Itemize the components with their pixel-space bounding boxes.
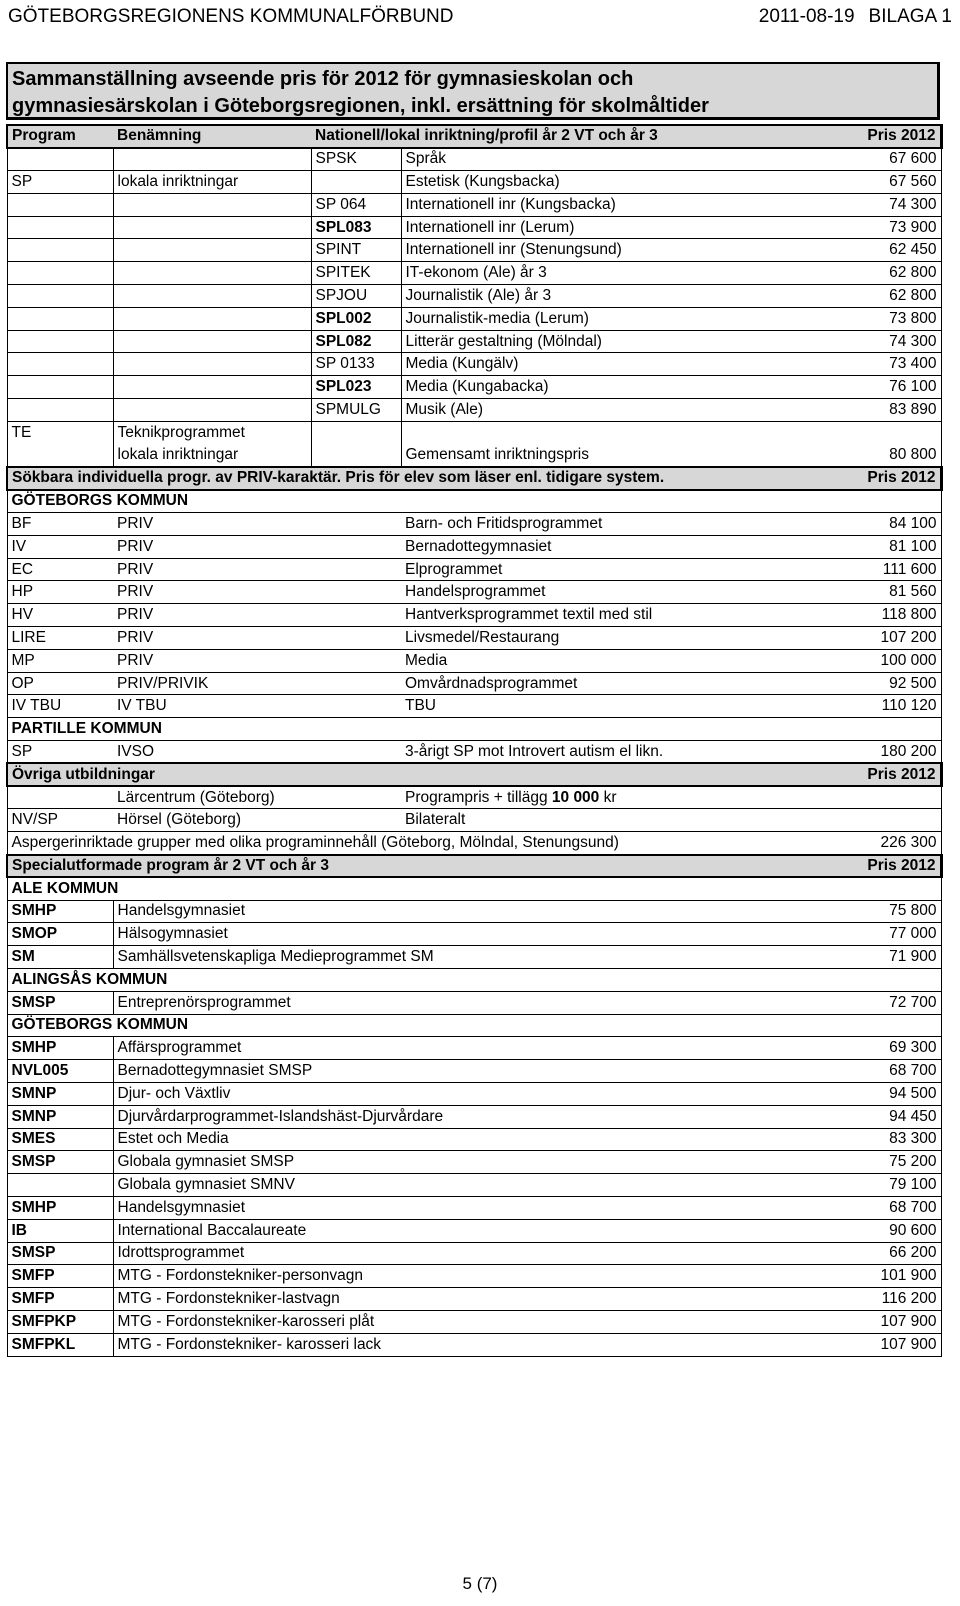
row-program: SMFP (7, 1288, 113, 1311)
table-row (7, 1242, 941, 1265)
table-row (7, 1082, 941, 1105)
municipality-row (7, 968, 941, 991)
row-desc: IT-ekonom (Ale) år 3 (401, 262, 825, 285)
row-name: PRIV (113, 604, 311, 627)
municipality-heading: ALE KOMMUN (7, 877, 941, 900)
row-program: IB (7, 1219, 113, 1242)
row-program: SP (7, 171, 113, 194)
row-price: 62 450 (825, 239, 941, 262)
cell (311, 444, 401, 467)
document-title (6, 62, 940, 120)
row-desc: Journalistik-media (Lerum) (401, 307, 825, 330)
table-row (7, 695, 941, 718)
row-name: Samhällsvetenskapliga Medieprogrammet SM (113, 946, 825, 969)
table-row (7, 513, 941, 536)
row-desc: TBU (401, 695, 825, 718)
row-price: 62 800 (825, 262, 941, 285)
row-name: MTG - Fordonstekniker-karosseri plåt (113, 1310, 825, 1333)
row-price: 79 100 (825, 1174, 941, 1197)
row-program: SMOP (7, 923, 113, 946)
cell (7, 193, 113, 216)
cell (113, 330, 311, 353)
row-price: 62 800 (825, 285, 941, 308)
row-code: SPINT (311, 239, 401, 262)
desc-amount: 10 000 (551, 788, 600, 806)
row-desc: Bilateralt (401, 809, 825, 832)
municipality-row (7, 718, 941, 741)
row-price: 68 700 (825, 1196, 941, 1219)
table-row (7, 1105, 941, 1128)
cell (113, 399, 311, 422)
cell (113, 353, 311, 376)
municipality-heading: GÖTEBORGS KOMMUN (7, 1014, 941, 1037)
row-name: Teknikprogrammet (113, 421, 311, 444)
row-program (7, 1174, 113, 1197)
row-desc: Musik (Ale) (401, 399, 825, 422)
table-row (7, 330, 941, 353)
row-price: 116 200 (825, 1288, 941, 1311)
row-price: 66 200 (825, 1242, 941, 1265)
organization-name: GÖTEBORGSREGIONENS KOMMUNALFÖRBUND (8, 6, 454, 27)
table-row (7, 1310, 941, 1333)
cell (113, 376, 311, 399)
cell (7, 444, 113, 467)
row-program: SMFPKP (7, 1310, 113, 1333)
section-price-label: Pris 2012 (825, 467, 941, 490)
table-row (7, 809, 941, 832)
row-price: 90 600 (825, 1219, 941, 1242)
row-name: Entreprenörsprogrammet (113, 991, 825, 1014)
row-desc: Livsmedel/Restaurang (401, 627, 825, 650)
document-date: 2011-08-19 (758, 6, 855, 27)
row-desc: Omvårdnadsprogrammet (401, 672, 825, 695)
cell (311, 421, 401, 444)
row-code: SPITEK (311, 262, 401, 285)
row-price: 94 450 (825, 1105, 941, 1128)
row-price: 73 900 (825, 216, 941, 239)
cell (7, 786, 113, 809)
table-row (7, 923, 941, 946)
table-row (7, 1060, 941, 1083)
section-price-label: Pris 2012 (825, 855, 941, 878)
row-price: 67 600 (825, 148, 941, 171)
row-price: 94 500 (825, 1082, 941, 1105)
row-price: 107 200 (825, 627, 941, 650)
row-name: MTG - Fordonstekniker-personvagn (113, 1265, 825, 1288)
table-row (7, 627, 941, 650)
cell (311, 741, 401, 764)
cell (7, 353, 113, 376)
row-name: Bernadottegymnasiet SMSP (113, 1060, 825, 1083)
row-name: IV TBU (113, 695, 311, 718)
title-line-2: gymnasiesärskolan i Göteborgsregionen, inkl. ersättning för skolmåltider (12, 95, 709, 117)
cell (311, 809, 401, 832)
table-row (7, 581, 941, 604)
row-code: SPL002 (311, 307, 401, 330)
row-price: 81 100 (825, 535, 941, 558)
row-code: SPSK (311, 148, 401, 171)
row-price: 71 900 (825, 946, 941, 969)
municipality-row (7, 877, 941, 900)
row-desc: Gemensamt inriktningspris (401, 444, 825, 467)
cell (7, 330, 113, 353)
cell (7, 307, 113, 330)
row-program: IV TBU (7, 695, 113, 718)
row-name: Idrottsprogrammet (113, 1242, 825, 1265)
table-row (7, 1196, 941, 1219)
row-price: 77 000 (825, 923, 941, 946)
row-price: 67 560 (825, 171, 941, 194)
table-row (7, 262, 941, 285)
row-name: International Baccalaureate (113, 1219, 825, 1242)
section-header: Övriga utbildningar (7, 763, 825, 786)
cell (7, 376, 113, 399)
table-row (7, 353, 941, 376)
cell (311, 535, 401, 558)
row-name: lokala inriktningar (113, 444, 311, 467)
cell (311, 581, 401, 604)
row-name: MTG - Fordonstekniker- karosseri lack (113, 1333, 825, 1356)
cell (113, 193, 311, 216)
row-name: Hälsogymnasiet (113, 923, 825, 946)
row-name: Affärsprogrammet (113, 1037, 825, 1060)
table-row (7, 1265, 941, 1288)
row-program: HP (7, 581, 113, 604)
table-row (7, 148, 941, 171)
page-header (8, 4, 952, 30)
row-price: 111 600 (825, 558, 941, 581)
row-code: SPMULG (311, 399, 401, 422)
column-header-row (7, 125, 941, 148)
cell (113, 285, 311, 308)
table-row (7, 832, 941, 855)
section-header: Specialutformade program år 2 VT och år 3 (7, 855, 825, 878)
row-name: PRIV/PRIVIK (113, 672, 311, 695)
row-name: Djurvårdarprogrammet-Islandshäst-Djurvårdare (113, 1105, 825, 1128)
table-row (7, 239, 941, 262)
table-row (7, 649, 941, 672)
title-line-1: Sammanställning avseende pris för 2012 för gymnasieskolan och (12, 68, 634, 90)
row-name: MTG - Fordonstekniker-lastvagn (113, 1288, 825, 1311)
row-program: MP (7, 649, 113, 672)
row-name: Estet och Media (113, 1128, 825, 1151)
row-code: SPL082 (311, 330, 401, 353)
row-desc: Internationell inr (Stenungsund) (401, 239, 825, 262)
row-desc: Handelsprogrammet (401, 581, 825, 604)
cell (311, 695, 401, 718)
row-program: TE (7, 421, 113, 444)
table-row (7, 991, 941, 1014)
table-row (7, 1151, 941, 1174)
table-row (7, 421, 941, 444)
desc-text: Programpris + tillägg (405, 788, 552, 806)
row-name: PRIV (113, 581, 311, 604)
row-price: 69 300 (825, 1037, 941, 1060)
table-row (7, 558, 941, 581)
table-row (7, 171, 941, 194)
table-row (7, 535, 941, 558)
row-program: SMHP (7, 900, 113, 923)
table-row (7, 786, 941, 809)
row-name: Globala gymnasiet SMSP (113, 1151, 825, 1174)
row-price: 68 700 (825, 1060, 941, 1083)
cell (113, 216, 311, 239)
row-price: 83 890 (825, 399, 941, 422)
cell (311, 649, 401, 672)
row-program: SMSP (7, 1151, 113, 1174)
section-header-row (7, 855, 941, 878)
row-program: NVL005 (7, 1060, 113, 1083)
municipality-heading: GÖTEBORGS KOMMUN (7, 490, 941, 513)
row-price: 180 200 (825, 741, 941, 764)
row-name: Handelsgymnasiet (113, 900, 825, 923)
row-desc: Media (Kungabacka) (401, 376, 825, 399)
table-row (7, 1174, 941, 1197)
cell (7, 216, 113, 239)
cell (7, 399, 113, 422)
col-direction: Nationell/lokal inriktning/profil år 2 VT och år 3 (311, 125, 825, 148)
row-price: 80 800 (825, 444, 941, 467)
page-number: 5 (7) (462, 1574, 498, 1593)
cell (7, 239, 113, 262)
row-name: Globala gymnasiet SMNV (113, 1174, 825, 1197)
row-desc: Hantverksprogrammet textil med stil (401, 604, 825, 627)
table-row (7, 399, 941, 422)
municipality-heading: ALINGSÅS KOMMUN (7, 968, 941, 991)
row-program: SMHP (7, 1037, 113, 1060)
row-price: 84 100 (825, 513, 941, 536)
table-row (7, 900, 941, 923)
row-code: SPL083 (311, 216, 401, 239)
cell (825, 809, 941, 832)
row-desc: Litterär gestaltning (Mölndal) (401, 330, 825, 353)
table-row (7, 604, 941, 627)
cell (311, 627, 401, 650)
row-price: 74 300 (825, 330, 941, 353)
row-desc: Språk (401, 148, 825, 171)
row-desc: Journalistik (Ale) år 3 (401, 285, 825, 308)
cell (311, 513, 401, 536)
row-price: 107 900 (825, 1333, 941, 1356)
row-price: 74 300 (825, 193, 941, 216)
cell (113, 239, 311, 262)
row-price: 107 900 (825, 1310, 941, 1333)
desc-unit: kr (599, 788, 617, 806)
table-row (7, 307, 941, 330)
cell (825, 421, 941, 444)
table-row (7, 1288, 941, 1311)
row-program: EC (7, 558, 113, 581)
municipality-row (7, 1014, 941, 1037)
table-row (7, 376, 941, 399)
cell (7, 262, 113, 285)
row-price: 73 800 (825, 307, 941, 330)
cell (401, 421, 825, 444)
col-name: Benämning (113, 125, 311, 148)
row-code: SPL023 (311, 376, 401, 399)
row-program: SMFP (7, 1265, 113, 1288)
row-name: PRIV (113, 513, 311, 536)
section-price-label: Pris 2012 (825, 763, 941, 786)
section-header: Sökbara individuella progr. av PRIV-karaktär. Pris för elev som läser enl. tidigare system. (7, 467, 825, 490)
row-program: SMES (7, 1128, 113, 1151)
row-price: 75 800 (825, 900, 941, 923)
row-code: SPJOU (311, 285, 401, 308)
col-program: Program (7, 125, 113, 148)
row-program: LIRE (7, 627, 113, 650)
table-row (7, 285, 941, 308)
row-name: Djur- och Växtliv (113, 1082, 825, 1105)
row-desc: Barn- och Fritidsprogrammet (401, 513, 825, 536)
row-program: SP (7, 741, 113, 764)
row-program: HV (7, 604, 113, 627)
row-name: Handelsgymnasiet (113, 1196, 825, 1219)
row-name: IVSO (113, 741, 311, 764)
row-price: 101 900 (825, 1265, 941, 1288)
row-program: SMNP (7, 1105, 113, 1128)
row-program: NV/SP (7, 809, 113, 832)
municipality-row (7, 490, 941, 513)
cell (311, 558, 401, 581)
table-row (7, 741, 941, 764)
row-desc: Bernadottegymnasiet (401, 535, 825, 558)
row-desc: Estetisk (Kungsbacka) (401, 171, 825, 194)
section-header-row (7, 763, 941, 786)
row-program: SMFPKL (7, 1333, 113, 1356)
row-price: 76 100 (825, 376, 941, 399)
row-name: Hörsel (Göteborg) (113, 809, 311, 832)
row-program: SMNP (7, 1082, 113, 1105)
row-name: PRIV (113, 535, 311, 558)
row-desc: Elprogrammet (401, 558, 825, 581)
table-row (7, 1219, 941, 1242)
col-price: Pris 2012 (825, 125, 941, 148)
table-row (7, 1128, 941, 1151)
row-name: Lärcentrum (Göteborg) (113, 786, 311, 809)
row-desc: Media (Kungälv) (401, 353, 825, 376)
cell (825, 786, 941, 809)
row-price: 118 800 (825, 604, 941, 627)
row-name: PRIV (113, 649, 311, 672)
cell (311, 672, 401, 695)
section-header-row (7, 467, 941, 490)
row-price: 81 560 (825, 581, 941, 604)
table-row (7, 444, 941, 467)
row-name: PRIV (113, 627, 311, 650)
row-desc: Media (401, 649, 825, 672)
row-price: 73 400 (825, 353, 941, 376)
row-code: SP 0133 (311, 353, 401, 376)
row-program: IV (7, 535, 113, 558)
row-name: PRIV (113, 558, 311, 581)
row-program: SMSP (7, 1242, 113, 1265)
row-price: 226 300 (825, 832, 941, 855)
row-desc: Internationell inr (Lerum) (401, 216, 825, 239)
cell (311, 786, 401, 809)
row-program: BF (7, 513, 113, 536)
cell (113, 307, 311, 330)
table-row (7, 216, 941, 239)
row-program: SM (7, 946, 113, 969)
price-table (6, 124, 943, 1357)
table-row (7, 1333, 941, 1356)
row-price: 75 200 (825, 1151, 941, 1174)
row-desc: Internationell inr (Kungsbacka) (401, 193, 825, 216)
cell (311, 604, 401, 627)
row-price: 92 500 (825, 672, 941, 695)
row-program: SMSP (7, 991, 113, 1014)
row-program: SMHP (7, 1196, 113, 1219)
row-name: lokala inriktningar (113, 171, 311, 194)
table-row (7, 672, 941, 695)
row-price: 100 000 (825, 649, 941, 672)
row-price: 110 120 (825, 695, 941, 718)
municipality-heading: PARTILLE KOMMUN (7, 718, 941, 741)
row-price: 83 300 (825, 1128, 941, 1151)
cell (7, 285, 113, 308)
table-row (7, 193, 941, 216)
row-desc: Aspergerinriktade grupper med olika programinnehåll (Göteborg, Mölndal, Stenungsund) (7, 832, 825, 855)
row-desc: 3-årigt SP mot Introvert autism el likn. (401, 741, 825, 764)
table-row (7, 946, 941, 969)
row-desc (401, 786, 825, 809)
row-price: 72 700 (825, 991, 941, 1014)
attachment-label: BILAGA 1 (868, 6, 952, 27)
row-program: OP (7, 672, 113, 695)
table-row (7, 1037, 941, 1060)
row-code: SP 064 (311, 193, 401, 216)
cell (113, 262, 311, 285)
